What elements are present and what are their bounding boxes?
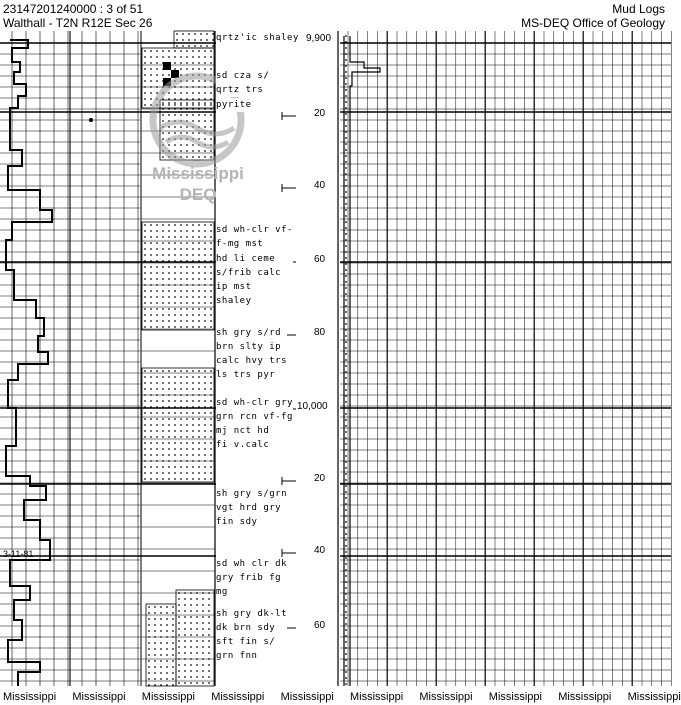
lithology-note-line: pyrite: [216, 100, 252, 110]
footer-label: Mississippi: [3, 691, 57, 703]
lithology-note-line: sd wh-clr vf-: [216, 225, 293, 235]
lithology-note-line: fi v.calc: [216, 440, 270, 450]
lithology-note-line: gry frib fg: [216, 573, 282, 583]
footer-label: Mississippi: [211, 691, 265, 703]
footer-label: Mississippi: [280, 691, 334, 703]
depth-label: 9,900: [306, 33, 332, 44]
depth-label: 10,000: [297, 401, 328, 412]
lithology-note-line: mj nct hd: [216, 426, 270, 436]
lithology-note-line: sh gry s/grn: [216, 489, 288, 499]
depth-label: 20: [314, 108, 326, 119]
lithology-note-line: qrtz trs: [216, 85, 264, 95]
lithology-note: [216, 69, 269, 97]
depth-label: 60: [314, 620, 326, 631]
well-location: Walthall - T2N R12E Sec 26: [3, 16, 153, 30]
lithology-note-line: dk brn sdy: [216, 623, 276, 633]
lithology-note-line: brn slty ip: [216, 342, 282, 352]
footer-label: Mississippi: [350, 691, 404, 703]
lithology-note: [216, 487, 287, 529]
lithology-note-line: sd wh-clr gry: [216, 398, 293, 408]
lithology-note-line: shaley: [216, 296, 252, 307]
depth-label: 80: [314, 327, 326, 338]
lithology-note-line: ls trs pyr: [216, 370, 276, 380]
footer-label: Mississippi: [141, 691, 195, 703]
date-annotation: 3-11-81: [3, 549, 34, 559]
lithology-note-line: sd cza s/: [216, 71, 270, 81]
lithology-note-line: qrtz'ic shaley: [216, 33, 299, 43]
footer-label: Mississippi: [488, 691, 542, 703]
lithology-note-line: sd wh clr dk: [216, 559, 288, 569]
lithology-note-line: ip mst: [216, 282, 252, 293]
depth-label: 20: [314, 473, 326, 484]
depth-label: 40: [314, 180, 326, 191]
lithology-note-line: sh gry dk-lt: [216, 609, 288, 619]
log-grid: [0, 31, 671, 686]
agency-title: MS-DEQ Office of Geology: [521, 16, 665, 30]
lithology-note: [216, 98, 252, 112]
lithology-note-line: grn rcn vf-fg: [216, 412, 293, 422]
watermark-line-1: Mississippi: [152, 164, 244, 183]
watermark-line-2: DEQ: [179, 185, 217, 204]
lithology-note-line: calc hvy trs: [216, 356, 288, 366]
lithology-note: [216, 223, 293, 309]
footer-label: Mississippi: [627, 691, 681, 703]
lithology-note: [216, 396, 293, 452]
lithology-note-line: sft fin s/: [216, 637, 276, 647]
footer-label: Mississippi: [419, 691, 473, 703]
lithology-note: [216, 31, 299, 45]
lithology-note: [216, 607, 287, 663]
log-type-title: Mud Logs: [612, 2, 665, 16]
lithology-note: [216, 557, 287, 599]
depth-label: 60: [314, 254, 326, 265]
depth-label: 40: [314, 545, 326, 556]
lithology-note: [216, 326, 287, 382]
lithology-note-line: s/frib calc: [216, 267, 282, 278]
lithology-note-line: fin sdy: [216, 517, 258, 527]
footer-label: Mississippi: [558, 691, 612, 703]
lithology-note-line: grn fnn: [216, 651, 258, 661]
lithology-note-line: f-mg mst: [216, 239, 264, 250]
lithology-note-line: hd li ceme: [216, 253, 276, 264]
document-id: 23147201240000 : 3 of 51: [3, 2, 144, 16]
lithology-note-line: vgt hrd gry: [216, 503, 282, 513]
footer-label: Mississippi: [72, 691, 126, 703]
lithology-note-line: mg: [216, 587, 228, 597]
lithology-note-line: sh gry s/rd: [216, 328, 282, 338]
